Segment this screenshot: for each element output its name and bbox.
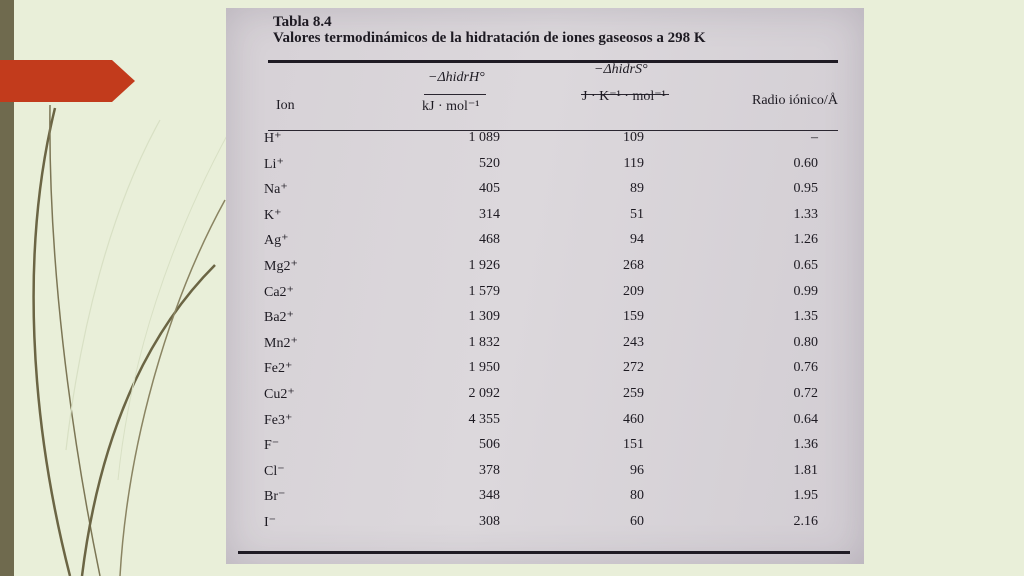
enthalpy-cell: 405	[479, 181, 500, 197]
ion-cell: Mg2⁺	[264, 259, 298, 274]
ion-cell: H⁺	[264, 131, 282, 146]
entropy-cell: 243	[623, 334, 644, 350]
table-row	[226, 463, 864, 488]
ion-cell: Li⁺	[264, 156, 284, 172]
entropy-cell: 96	[630, 462, 644, 478]
bottom-rule	[238, 551, 850, 554]
table-row	[226, 309, 864, 334]
radius-header: Radio iónico/Å	[752, 93, 838, 108]
radius-cell: 0.65	[793, 258, 818, 273]
table-row	[226, 232, 864, 257]
entropy-cell: 119	[623, 155, 644, 171]
entropy-cell: 51	[630, 206, 644, 222]
enthalpy-cell: 4 355	[468, 411, 500, 427]
enthalpy-unit: kJ · mol⁻¹	[422, 99, 480, 114]
radius-cell: –	[811, 130, 818, 145]
entropy-cell: 151	[623, 437, 644, 453]
entropy-cell: 259	[623, 386, 644, 401]
radius-cell: 1.33	[793, 206, 818, 222]
enthalpy-cell: 1 089	[468, 130, 500, 145]
entropy-cell: 89	[630, 181, 644, 197]
ion-cell: Na⁺	[264, 182, 288, 198]
enthalpy-cell: 520	[479, 155, 500, 171]
table-photo	[226, 8, 864, 564]
table-title: Valores termodinámicos de la hidratación de iones gaseosos a 298 K	[273, 30, 706, 46]
entropy-cell: 209	[623, 283, 644, 299]
radius-cell: 0.64	[793, 411, 818, 427]
entropy-cell: 460	[623, 411, 644, 427]
table-row	[226, 207, 864, 232]
entropy-cell: 60	[630, 514, 644, 529]
radius-cell: 1.36	[793, 437, 818, 453]
radius-cell: 2.16	[793, 514, 818, 529]
enthalpy-cell: 506	[479, 437, 500, 453]
ion-cell: Br⁻	[264, 489, 286, 505]
ion-cell: Ag⁺	[264, 233, 289, 249]
enthalpy-cell: 378	[479, 462, 500, 478]
entropy-cell: 109	[623, 130, 644, 145]
top-rule	[268, 60, 838, 63]
ion-cell: K⁺	[264, 207, 282, 223]
enthalpy-cell: 348	[479, 488, 500, 504]
table-row	[226, 412, 864, 437]
table-row	[226, 514, 864, 539]
entropy-cell: 272	[623, 360, 644, 376]
entropy-cell: 94	[630, 232, 644, 248]
table-row	[226, 181, 864, 206]
enthalpy-header-divider	[424, 94, 486, 95]
enthalpy-cell: 1 579	[468, 283, 500, 299]
entropy-cell: 80	[630, 488, 644, 504]
table-row	[226, 360, 864, 385]
radius-cell: 1.95	[793, 488, 818, 504]
table-row	[226, 437, 864, 462]
radius-cell: 1.35	[793, 309, 818, 325]
table-row	[226, 284, 864, 309]
enthalpy-cell: 308	[479, 514, 500, 529]
ion-cell: I⁻	[264, 515, 277, 530]
enthalpy-cell: 468	[479, 232, 500, 248]
radius-cell: 1.26	[793, 232, 818, 248]
table-row	[226, 335, 864, 360]
entropy-cell: 268	[623, 258, 644, 273]
enthalpy-cell: 1 950	[468, 360, 500, 376]
accent-arrow-tab	[0, 60, 135, 102]
ion-cell: Cu2⁺	[264, 387, 295, 402]
enthalpy-cell: 2 092	[468, 386, 500, 401]
table-row	[226, 488, 864, 513]
entropy-unit: J · K⁻¹ · mol⁻¹	[582, 89, 666, 104]
ion-cell: Ca2⁺	[264, 284, 294, 300]
entropy-header: −ΔhidrS°	[594, 62, 648, 77]
ion-header: Ion	[276, 98, 295, 113]
enthalpy-header: −ΔhidrH°	[428, 70, 485, 85]
radius-cell: 0.95	[793, 181, 818, 197]
ion-cell: Cl⁻	[264, 463, 285, 479]
table-row	[226, 156, 864, 181]
radius-cell: 0.72	[793, 386, 818, 401]
table-row	[226, 130, 864, 155]
enthalpy-cell: 314	[479, 206, 500, 222]
ion-cell: Ba2⁺	[264, 310, 294, 326]
radius-cell: 1.81	[793, 462, 818, 478]
ion-cell: Fe3⁺	[264, 412, 293, 428]
table-row	[226, 258, 864, 283]
radius-cell: 0.76	[793, 360, 818, 376]
enthalpy-cell: 1 832	[468, 334, 500, 350]
ion-cell: F⁻	[264, 438, 280, 454]
enthalpy-cell: 1 309	[468, 309, 500, 325]
enthalpy-cell: 1 926	[468, 258, 500, 273]
ion-cell: Mn2⁺	[264, 335, 298, 351]
radius-cell: 0.60	[793, 155, 818, 171]
radius-cell: 0.80	[793, 334, 818, 350]
table-number: Tabla 8.4	[273, 14, 332, 30]
table-row	[226, 386, 864, 411]
radius-cell: 0.99	[793, 283, 818, 299]
entropy-cell: 159	[623, 309, 644, 325]
ion-cell: Fe2⁺	[264, 361, 293, 377]
